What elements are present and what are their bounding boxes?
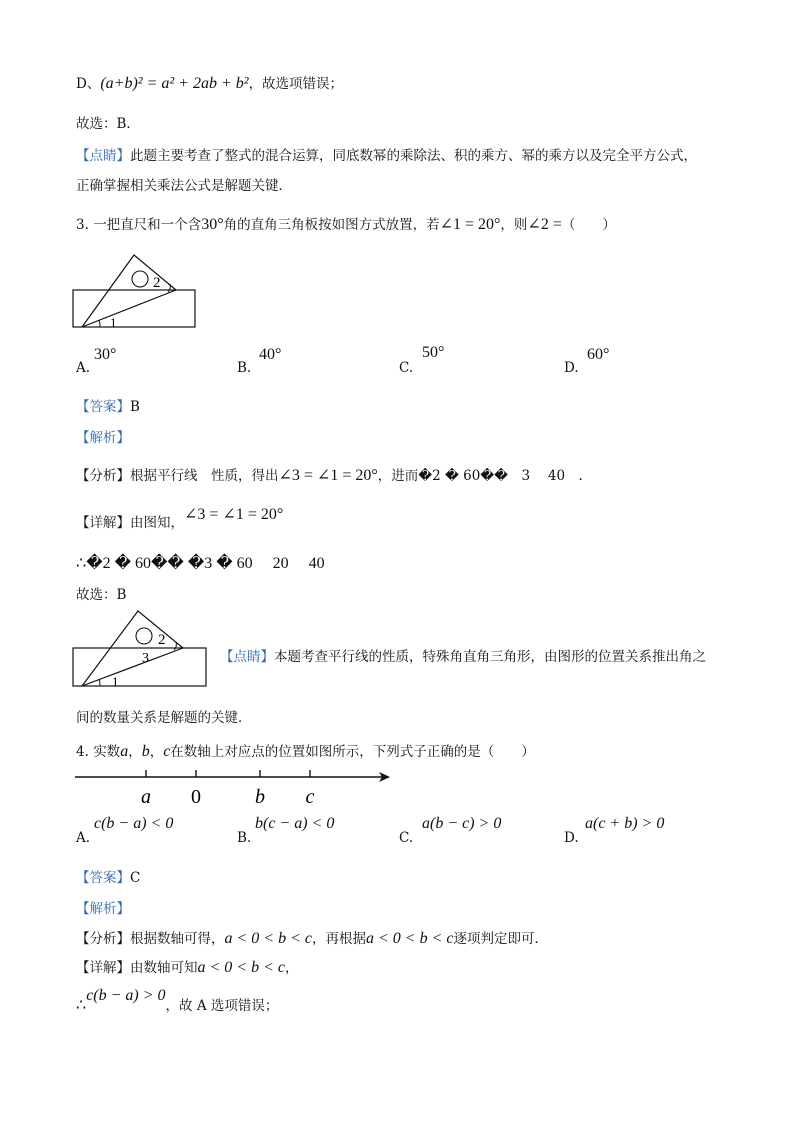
prev-review-line2: 正确掌握相关乘法公式是解题关键． bbox=[76, 178, 292, 194]
q3-choose: 故选：B bbox=[76, 587, 127, 603]
q4-option-a[interactable]: A. bbox=[76, 830, 91, 846]
q3-fenxi: 【分析】根据平行线 性质，得出∠3 = ∠1 = 20°，进而�2 � 60�� 3 40 . bbox=[76, 467, 583, 484]
axis-label-c: c bbox=[305, 786, 315, 808]
q4-stem: 4. 实数a，b，c在数轴上对应点的位置如图所示，下列式子正确的是（ ） bbox=[76, 743, 535, 760]
axis-label-a: a bbox=[141, 786, 151, 808]
q3-review-line1: 【点睛】本题考查平行线的性质，特殊角直角三角形，由图形的位置关系推出角之 bbox=[220, 649, 706, 665]
fig-label-1: 1 bbox=[110, 315, 117, 330]
q3-review-line2: 间的数量关系是解题的关键． bbox=[76, 710, 252, 726]
review-tag: 【点睛】 bbox=[76, 148, 130, 164]
q3-option-b[interactable]: B. bbox=[237, 360, 252, 376]
fig-label-2: 2 bbox=[158, 632, 166, 648]
q4-analysis-tag: 【解析】 bbox=[76, 901, 130, 917]
q4-option-c[interactable]: C. bbox=[399, 830, 414, 846]
q3-therefore: ∴�2 � 60�� �3 � 60 20 40 bbox=[76, 555, 325, 572]
q4-answer: 【答案】C bbox=[76, 870, 141, 886]
fig-label-3: 3 bbox=[142, 651, 149, 666]
fig-label-2: 2 bbox=[153, 275, 161, 291]
q4-number-line bbox=[70, 764, 400, 808]
q4-fenxi: 【分析】根据数轴可得，a < 0 < b < c，再根据a < 0 < b < c逐项判定即可． bbox=[76, 930, 548, 947]
formula: (a+b)² = a² + 2ab + b² bbox=[100, 75, 249, 92]
axis-label-0: 0 bbox=[191, 786, 201, 808]
q4-therefore: ∴c(b − a) > 0，故 A 选项错误； bbox=[76, 987, 279, 1014]
q3-review-figure bbox=[70, 608, 210, 690]
q3-stem: 3. 一把直尺和一个含30°角的直角三角板按如图方式放置，若∠1 = 20°，则∠2 =（ ） bbox=[76, 216, 616, 233]
q4-detail: 【详解】由数轴可知a < 0 < b < c， bbox=[76, 959, 299, 976]
prev-conclusion: 故选：B． bbox=[76, 116, 140, 132]
fig-label-1: 1 bbox=[112, 674, 119, 689]
q3-figure bbox=[70, 250, 200, 332]
q3-detail: 【详解】由图知，∠3 = ∠1 = 20° bbox=[76, 506, 284, 531]
q3-option-c[interactable]: C. bbox=[399, 360, 414, 376]
q4-option-b[interactable]: B. bbox=[237, 830, 252, 846]
q3-analysis-tag: 【解析】 bbox=[76, 430, 130, 446]
prev-review-line1: 【点睛】此题主要考查了整式的混合运算，同底数幂的乘除法、积的乘方、幂的乘方以及完全平方公式， bbox=[76, 148, 697, 164]
q3-option-a[interactable]: A. bbox=[76, 360, 91, 376]
q3-answer: 【答案】B bbox=[76, 399, 140, 415]
axis-label-b: b bbox=[255, 786, 265, 808]
q3-option-d[interactable]: D. bbox=[564, 360, 579, 376]
prev-option-d: D、(a+b)² = a² + 2ab + b²，故选项错误； bbox=[76, 75, 344, 92]
q4-option-d[interactable]: D. bbox=[564, 830, 579, 846]
